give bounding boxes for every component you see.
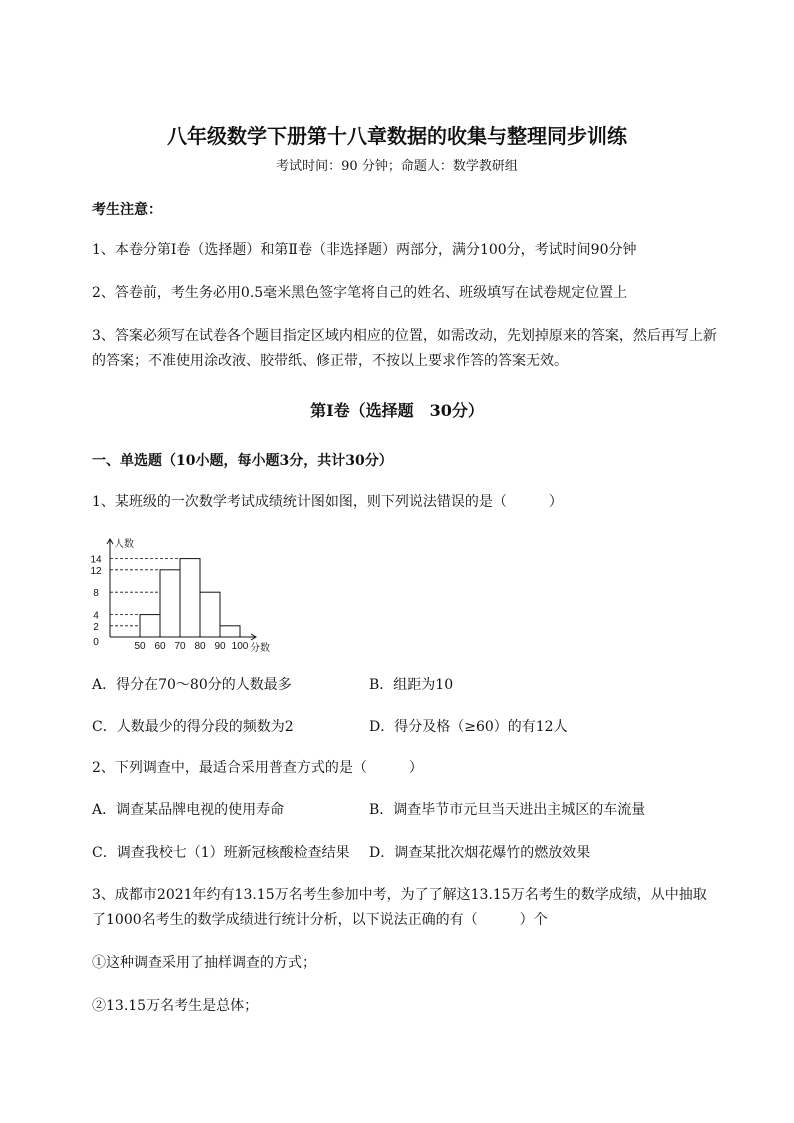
question-2-option-b: B．调查毕节市元旦当天进出主城区的车流量 xyxy=(369,802,646,818)
question-3-statement-1: ①这种调查采用了抽样调查的方式； xyxy=(92,955,316,971)
y-tick-label: 0 xyxy=(93,637,99,648)
y-axis-label: 人数 xyxy=(114,539,134,550)
histogram-bar xyxy=(200,592,220,637)
question-1-stem: 1、某班级的一次数学考试成绩统计图如图，则下列说法错误的是（ ） xyxy=(92,494,563,510)
section-title: 第Ⅰ卷（选择题 30分） xyxy=(310,401,484,420)
x-tick-label: 70 xyxy=(174,641,186,652)
y-tick-label: 8 xyxy=(93,588,99,600)
histogram-bar xyxy=(220,626,240,637)
x-tick-label: 60 xyxy=(154,641,166,652)
histogram-bar xyxy=(160,570,180,637)
x-tick-label: 100 xyxy=(231,641,249,652)
x-tick-label: 50 xyxy=(134,641,146,652)
doc-subtitle: 考试时间：90 分钟；命题人：数学教研组 xyxy=(276,159,518,174)
part-heading: 一、单选题（10小题，每小题3分，共计30分） xyxy=(92,453,393,469)
question-3-statement-2: ②13.15万名考生是总体； xyxy=(92,998,259,1014)
x-tick-label: 80 xyxy=(194,641,206,652)
doc-title: 八年级数学下册第十八章数据的收集与整理同步训练 xyxy=(167,124,627,148)
question-2-option-d: D．调查某批次烟花爆竹的燃放效果 xyxy=(369,845,591,861)
score-histogram xyxy=(88,533,298,658)
question-1-option-d: D．得分及格（≥60）的有12人 xyxy=(369,719,568,735)
note-2: 2、答卷前，考生务必用0.5毫米黑色签字笔将自己的姓名、班级填写在试卷规定位置上 xyxy=(92,285,628,301)
question-3-stem-cont: 了1000名考生的数学成绩进行统计分析，以下说法正确的有（ ）个 xyxy=(92,912,548,928)
y-tick-label: 4 xyxy=(93,610,99,622)
question-1-option-c: C．人数最少的得分段的频数为2 xyxy=(92,719,294,735)
notice-heading: 考生注意： xyxy=(92,202,162,218)
note-1: 1、本卷分第Ⅰ卷（选择题）和第Ⅱ卷（非选择题）两部分，满分100分，考试时间90分钟 xyxy=(92,242,637,258)
x-tick-label: 90 xyxy=(214,641,226,652)
question-2-option-a: A．调查某品牌电视的使用寿命 xyxy=(92,802,285,818)
histogram-layer xyxy=(90,537,270,654)
question-1-option-b: B．组距为10 xyxy=(369,677,454,693)
question-1-option-a: A．得分在70～80分的人数最多 xyxy=(92,677,292,693)
histogram-bar xyxy=(180,559,200,637)
y-tick-label: 14 xyxy=(90,554,102,566)
y-tick-label: 2 xyxy=(93,621,99,633)
question-2-option-c: C．调查我校七（1）班新冠核酸检查结果 xyxy=(92,845,350,861)
histogram-bar xyxy=(140,615,160,637)
question-3-stem: 3、成都市2021年约有13.15万名考生参加中考，为了了解这13.15万名考生的数学成绩，从中抽取 xyxy=(92,887,707,903)
x-axis-label: 分数 xyxy=(250,643,270,654)
question-2-stem: 2、下列调查中，最适合采用普查方式的是（ ） xyxy=(92,760,423,776)
note-3-cont: 的答案；不准使用涂改液、胶带纸、修正带，不按以上要求作答的答案无效。 xyxy=(92,353,568,369)
note-3: 3、答案必须写在试卷各个题目指定区域内相应的位置，如需改动，先划掉原来的答案，然后再写上新 xyxy=(92,328,717,344)
y-tick-label: 12 xyxy=(90,565,102,577)
